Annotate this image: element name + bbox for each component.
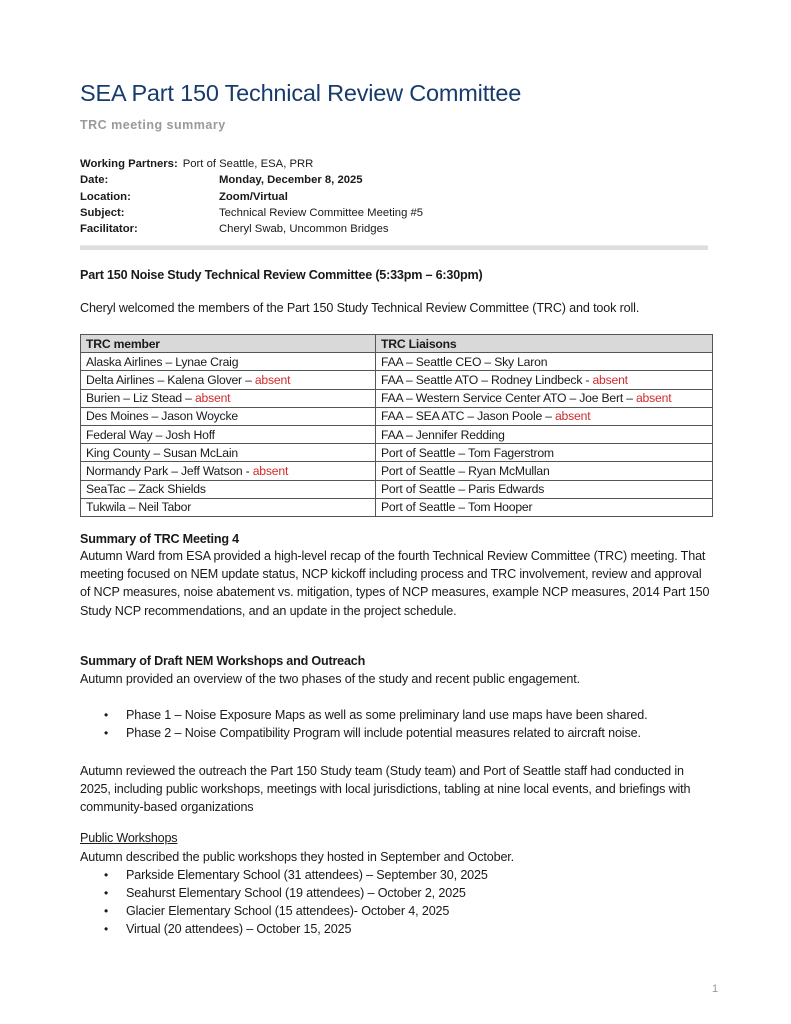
table-row: SeaTac – Zack Shields Port of Seattle – Paris Edwards: [81, 480, 713, 498]
meta-facilitator: Facilitator: Cheryl Swab, Uncommon Bridges: [80, 223, 389, 236]
table-row: Burien – Liz Stead – absent FAA – Western Service Center ATO – Joe Bert – absent: [81, 389, 713, 407]
section-heading-meeting4: Summary of TRC Meeting 4: [80, 532, 239, 546]
column-header-member: TRC member: [81, 335, 376, 353]
table-row: King County – Susan McLain Port of Seattle – Tom Fagerstrom: [81, 444, 713, 462]
section-intro-outreach: Autumn provided an overview of the two phases of the study and recent public engagement.: [80, 672, 580, 686]
table-row: Alaska Airlines – Lynae Craig FAA – Seattle CEO – Sky Laron: [81, 353, 713, 371]
table-row: Normandy Park – Jeff Watson - absent Port of Seattle – Ryan McMullan: [81, 462, 713, 480]
document-title: SEA Part 150 Technical Review Committee: [80, 80, 522, 106]
outreach-paragraph: Autumn reviewed the outreach the Part 150 Study team (Study team) and Port of Seattle staff had conducted in 2025, including public workshops, meetings with local jurisdictions, tabling at nine local events, and briefings with community-based organizations: [80, 764, 691, 815]
absent-label: absent: [592, 372, 628, 387]
meta-date: Date: Monday, December 8, 2025: [80, 174, 363, 187]
trc-roster-table: [80, 334, 713, 517]
meta-location: Location: Zoom/Virtual: [80, 190, 288, 203]
absent-label: absent: [254, 372, 291, 387]
workshops-intro: Autumn described the public workshops they hosted in September and October.: [80, 850, 514, 864]
subheading-public-workshops: Public Workshops: [80, 831, 178, 845]
meeting-metadata: [80, 156, 423, 237]
header-divider: [80, 245, 708, 250]
absent-label: absent: [194, 391, 231, 406]
page-number: 1: [712, 983, 719, 995]
table-row: Tukwila – Neil Tabor Port of Seattle – Tom Hooper: [81, 498, 713, 516]
phase-list: [80, 706, 647, 742]
list-item: • Phase 2 – Noise Compatibility Program will include potential measures related to aircraft noise.: [80, 724, 647, 742]
list-item: • Phase 1 – Noise Exposure Maps as well as some preliminary land use maps have been shared.: [80, 706, 647, 724]
section-heading-trc: Part 150 Noise Study Technical Review Committee (5:33pm – 6:30pm): [80, 268, 483, 282]
list-item: • Virtual (20 attendees) – October 15, 2025: [80, 920, 488, 938]
absent-label: absent: [554, 409, 591, 424]
absent-label: absent: [252, 463, 289, 478]
table-row: Federal Way – Josh Hoff FAA – Jennifer Redding: [81, 425, 713, 443]
list-item: • Seahurst Elementary School (19 attendees) – October 2, 2025: [80, 884, 488, 902]
meta-working-partners: Working Partners: Port of Seattle, ESA, PRR: [80, 158, 314, 170]
absent-label: absent: [635, 391, 672, 406]
workshop-list: [80, 866, 488, 938]
document-subtitle: TRC meeting summary: [80, 118, 226, 132]
table-row: Des Moines – Jason Woycke FAA – SEA ATC – Jason Poole – absent: [81, 407, 713, 425]
list-item: • Parkside Elementary School (31 attendees) – September 30, 2025: [80, 866, 488, 884]
column-header-liaisons: TRC Liaisons: [376, 335, 713, 353]
meta-subject: Subject: Technical Review Committee Meeting #5: [80, 206, 424, 219]
section-intro-trc: Cheryl welcomed the members of the Part 150 Study Technical Review Committee (TRC) and took roll.: [80, 301, 640, 315]
list-item: • Glacier Elementary School (15 attendees)- October 4, 2025: [80, 902, 488, 920]
table-header-row: [81, 335, 713, 353]
section-heading-outreach: Summary of Draft NEM Workshops and Outreach: [80, 654, 366, 668]
table-row: Delta Airlines – Kalena Glover – absent FAA – Seattle ATO – Rodney Lindbeck - absent: [81, 371, 713, 389]
section-body-meeting4: Autumn Ward from ESA provided a high-level recap of the fourth Technical Review Committee (TRC) meeting. That meeting focused on NEM update status, NCP kickoff including process and TRC involvement, review and approval of NCP measures, noise abatement vs. mitigation, types of NCP measures, example NCP measures, 2014 Part 150 Study NCP recommendations, and an update in the project schedule.: [80, 549, 710, 618]
